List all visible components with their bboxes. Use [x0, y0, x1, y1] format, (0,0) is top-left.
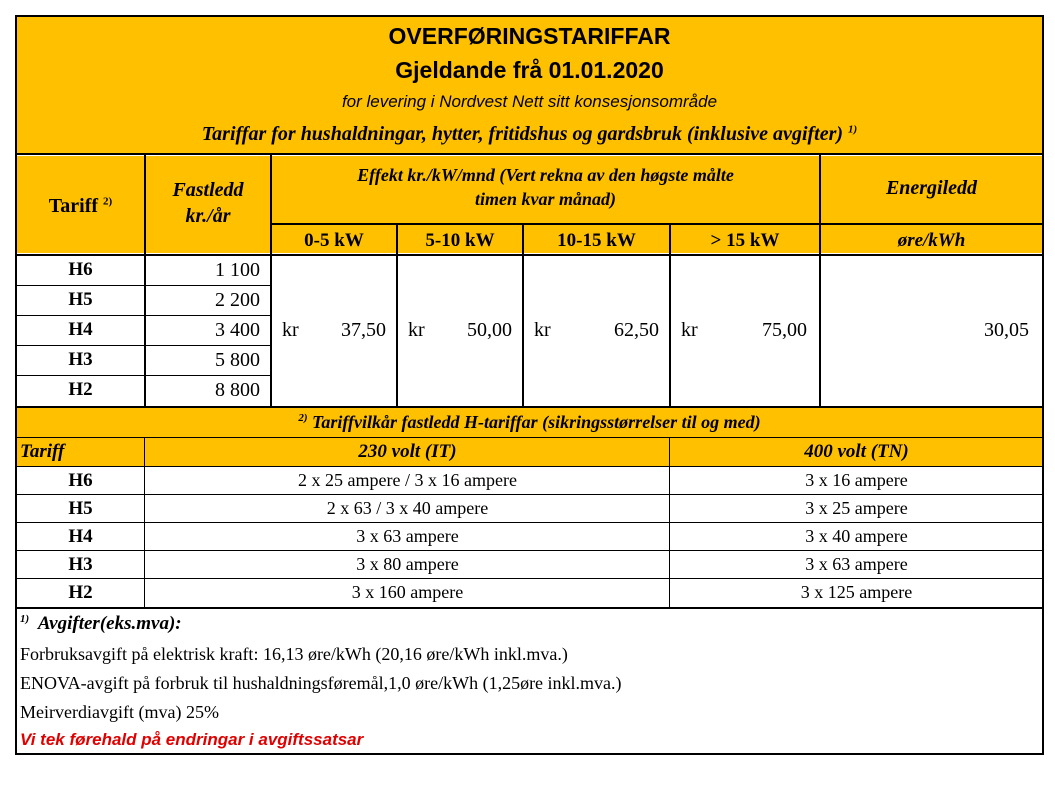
tariff-row-h5-code: H5 — [68, 289, 93, 310]
area-line: for levering i Nordvest Nett sitt konsesjonsområde — [341, 92, 718, 111]
tariff-row-h6-code: H6 — [68, 259, 93, 280]
footer-line-enova: ENOVA-avgift på forbruk til hushaldningsføremål,1,0 øre/kWh (1,25øre inkl.mva.) — [20, 673, 622, 693]
rule-below-effekt-label — [270, 223, 1042, 225]
col-energi-header: Energiledd — [885, 177, 978, 199]
col-fastledd-unit: kr./år — [185, 205, 231, 227]
vilkar-row-h4-400: 3 x 40 ampere — [805, 526, 908, 546]
vilkar-row-h5-230: 2 x 63 / 3 x 40 ampere — [326, 498, 489, 518]
vilkar-title — [17, 412, 1042, 433]
tariff-row-h4-code: H4 — [68, 319, 93, 340]
vilkar-row-h6-400: 3 x 16 ampere — [805, 470, 908, 490]
rule-end-vilkar — [17, 607, 1042, 609]
effekt-price-over-15: 75,00 — [762, 319, 807, 341]
rule-below-header — [17, 254, 1042, 256]
tariff-sheet — [15, 15, 1044, 755]
fastledd-h3: 5 800 — [215, 349, 260, 371]
footer-warning: Vi tek førehald på endringar i avgiftssatsar — [20, 730, 364, 749]
table-subtitle — [17, 123, 1042, 146]
rule-below-title — [17, 153, 1042, 155]
valid-from-date: Gjeldande frå 01.01.2020 — [395, 57, 664, 83]
effekt-price-5-10: 50,00 — [467, 319, 512, 341]
effekt-price-0-5: 37,50 — [341, 319, 386, 341]
vilkar-row-h3-400: 3 x 63 ampere — [805, 554, 908, 574]
vrule-band-2 — [522, 224, 524, 407]
col-fastledd-header — [146, 177, 270, 229]
vilkar-row-h3-230: 3 x 80 ampere — [356, 554, 459, 574]
effekt-currency-0-5: kr — [282, 319, 299, 341]
fastledd-h6: 1 100 — [215, 259, 260, 281]
vilkar-row-h2-230: 3 x 160 ampere — [351, 582, 464, 602]
vrule-band-1 — [396, 224, 398, 407]
footer-heading — [20, 613, 182, 635]
col-tariff-label: Tariff — [48, 195, 99, 217]
tariff-row-h2-code: H2 — [68, 379, 93, 400]
col-tariff-footnote-mark: 2) — [103, 195, 113, 208]
fastledd-h5: 2 200 — [215, 289, 260, 311]
band-10-15: 10-15 kW — [557, 230, 636, 251]
vilkar-title-text: Tariffvilkår fastledd H-tariffar (sikringsstørrelser til og med) — [311, 412, 761, 432]
vrule-band-3 — [669, 224, 671, 407]
footer-heading-text: Avgifter(eks.mva): — [37, 613, 182, 635]
vilkar-row-h6-230: 2 x 25 ampere / 3 x 16 ampere — [298, 470, 517, 490]
rule-vilkar-2 — [17, 522, 1042, 523]
page-title: OVERFØRINGSTARIFFAR — [388, 23, 671, 49]
effekt-currency-10-15: kr — [534, 319, 551, 341]
vilkar-col-230: 230 volt (IT) — [358, 441, 457, 462]
col-effekt-note: timen kvar månad) — [474, 189, 616, 209]
vrule-energi — [819, 154, 821, 407]
effekt-price-10-15: 62,50 — [614, 319, 659, 341]
col-tariff-header — [17, 195, 144, 218]
vilkar-col-tariff: Tariff — [20, 441, 65, 462]
vilkar-row-h2-400: 3 x 125 ampere — [800, 582, 913, 602]
effekt-currency-5-10: kr — [408, 319, 425, 341]
vilkar-row-h2-code: H2 — [68, 582, 93, 603]
vrule-tariff — [144, 154, 146, 407]
vrule-fastledd — [270, 154, 272, 407]
vrule-vilkar-volt — [669, 438, 670, 608]
col-fastledd-label: Fastledd — [172, 179, 244, 201]
vilkar-row-h4-code: H4 — [68, 526, 93, 547]
band-over-15: > 15 kW — [710, 230, 780, 251]
rule-vilkar-1 — [17, 494, 1042, 495]
energi-price: 30,05 — [984, 319, 1029, 341]
fastledd-h4: 3 400 — [215, 319, 260, 341]
vilkar-row-h6-code: H6 — [68, 470, 93, 491]
vilkar-row-h4-230: 3 x 63 ampere — [356, 526, 459, 546]
subtitle-footnote-mark: 1) — [848, 123, 858, 136]
vilkar-footnote-mark: 2) — [298, 412, 308, 424]
fastledd-h2: 8 800 — [215, 379, 260, 401]
effekt-currency-over-15: kr — [681, 319, 698, 341]
rule-vilkar-4 — [17, 578, 1042, 579]
energi-unit: øre/kWh — [897, 230, 966, 251]
rule-vilkar-3 — [17, 550, 1042, 551]
vrule-vilkar-tariff — [144, 438, 145, 608]
rule-vilkar-title — [17, 437, 1042, 438]
tariff-row-h3-code: H3 — [68, 349, 93, 370]
footer-line-mva: Meirverdiavgift (mva) 25% — [20, 702, 219, 722]
col-effekt-label: Effekt kr./kW/mnd (Vert rekna av den høgste målte — [357, 165, 734, 185]
subtitle-text: Tariffar for hushaldningar, hytter, fritidshus og gardsbruk (inklusive avgifter) — [201, 123, 844, 145]
vilkar-col-400: 400 volt (TN) — [804, 441, 909, 462]
footer-line-forbruksavgift: Forbruksavgift på elektrisk kraft: 16,13 øre/kWh (20,16 øre/kWh inkl.mva.) — [20, 644, 568, 664]
rule-end-tariffs — [17, 406, 1042, 408]
vilkar-row-h5-code: H5 — [68, 498, 93, 519]
col-effekt-header — [272, 163, 819, 211]
footer-footnote-mark: 1) — [20, 613, 30, 625]
rule-vilkar-head — [17, 466, 1042, 467]
vilkar-row-h5-400: 3 x 25 ampere — [805, 498, 908, 518]
band-5-10: 5-10 kW — [425, 230, 495, 251]
band-0-5: 0-5 kW — [304, 230, 364, 251]
vilkar-row-h3-code: H3 — [68, 554, 93, 575]
